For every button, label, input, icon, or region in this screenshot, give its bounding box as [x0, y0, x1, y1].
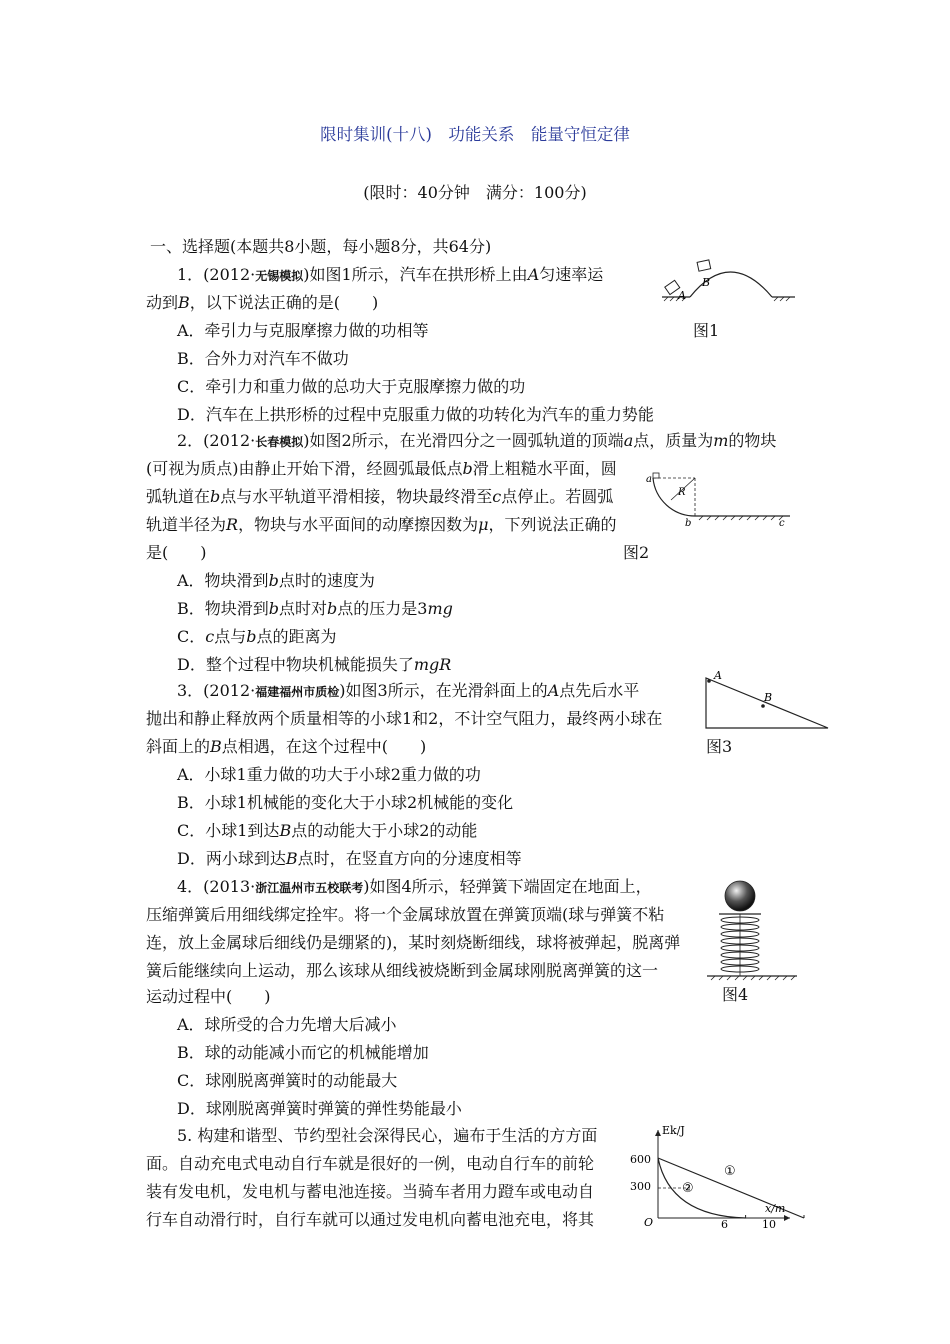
x-axis-label: x/m	[765, 1202, 786, 1215]
q3-option-a: A．小球1重力做的功大于小球2重力做的功	[177, 765, 481, 784]
q4-option-b: B．球的动能减小而它的机械能增加	[177, 1043, 429, 1062]
curve-1-label: ①	[724, 1164, 736, 1179]
q2-option-c: C．c点与b点的距离为	[177, 627, 337, 646]
q4-option-d: D．球刚脱离弹簧时弹簧的弹性势能最小	[177, 1099, 462, 1118]
y-tick-600: 600	[630, 1153, 651, 1166]
figure-3-caption: 图3	[706, 737, 733, 756]
section-heading: 一、选择题(本题共8小题，每小题8分，共64分)	[150, 237, 492, 256]
q4-stem-line3: 连，放上金属球后细线仍是绷紧的)，某时刻烧断细线，球将被弹起，脱离弹	[146, 933, 681, 952]
q2-stem-line2: (可视为质点)由静止开始下滑，经圆弧最低点b滑上粗糙水平面，圆	[146, 459, 617, 478]
q4-stem-line5: 运动过程中( )	[146, 987, 271, 1006]
fig2-label-b: b	[685, 518, 692, 529]
q3-option-b: B．小球1机械能的变化大于小球2机械能的变化	[177, 793, 514, 812]
x-tick-10: 10	[762, 1218, 776, 1231]
q3-stem-line3: 斜面上的B点相遇，在这个过程中( )	[146, 737, 427, 756]
q5-stem-line1: 5. 构建和谐型、节约型社会深得民心，遍布于生活的方方面	[177, 1126, 598, 1145]
q2-option-a: A．物块滑到b点时的速度为	[177, 571, 375, 590]
y-axis-label: Ek/J	[662, 1124, 685, 1137]
fig3-label-a: A	[714, 669, 722, 682]
q1-option-b: B．合外力对汽车不做功	[177, 349, 349, 368]
fig2-label-a: a	[646, 474, 652, 485]
q3-option-c: C．小球1到达B点的动能大于小球2的动能	[177, 821, 478, 840]
q2-option-b: B．物块滑到b点时对b点的压力是3mg	[177, 599, 453, 618]
page-title: 限时集训(十八) 功能关系 能量守恒定律	[320, 125, 630, 144]
q5-ek-x-graph	[620, 1122, 795, 1230]
figure-4-caption: 图4	[722, 985, 749, 1004]
figure-3-incline	[700, 668, 835, 733]
q5-stem-line3: 装有发电机，发电机与蓄电池连接。当骑车者用力蹬车或电动自	[146, 1182, 595, 1201]
q3-stem-line1: 3．(2012·福建福州市质检)如图3所示，在光滑斜面上的A点先后水平	[177, 681, 640, 700]
q2-stem-line3: 弧轨道在b点与水平轨道平滑相接，物块最终滑至c点停止。若圆弧	[146, 487, 614, 506]
q1-source: 无锡模拟	[255, 269, 304, 283]
origin-label: O	[644, 1216, 654, 1229]
fig1-label-b: B	[702, 276, 711, 289]
figure-1-arch-bridge	[660, 255, 800, 310]
q4-stem-line2: 压缩弹簧后用细线绑定拴牢。将一个金属球放置在弹簧顶端(球与弹簧不粘	[146, 905, 665, 924]
q2-stem-line5: 是( )	[146, 543, 207, 562]
q2-stem-line4: 轨道半径为R，物块与水平面间的动摩擦因数为μ，下列说法正确的	[146, 515, 617, 534]
y-tick-300: 300	[630, 1180, 651, 1193]
fig2-label-r: R	[678, 487, 686, 498]
figure-4-spring-ball	[705, 876, 805, 986]
q4-option-c: C．球刚脱离弹簧时的动能最大	[177, 1071, 398, 1090]
q4-stem-line1: 4．(2013·浙江温州市五校联考)如图4所示，轻弹簧下端固定在地面上，	[177, 877, 652, 896]
fig1-label-a: A	[678, 289, 686, 302]
fig2-label-c: c	[779, 518, 785, 529]
q4-option-a: A．球所受的合力先增大后减小	[177, 1015, 397, 1034]
figure-1-caption: 图1	[693, 321, 720, 340]
figure-2-caption: 图2	[623, 543, 650, 562]
q5-stem-line2: 面。自动充电式电动自行车就是很好的一例，电动自行车的前轮	[146, 1154, 595, 1173]
q1-option-c: C．牵引力和重力做的总功大于克服摩擦力做的功	[177, 377, 526, 396]
q3-stem-line2: 抛出和静止释放两个质量相等的小球1和2，不计空气阻力，最终两小球在	[146, 709, 663, 728]
q4-stem-line4: 簧后能继续向上运动，那么该球从细线被烧断到金属球刚脱离弹簧的这一	[146, 961, 659, 980]
q1-option-d: D．汽车在上拱形桥的过程中克服重力做的功转化为汽车的重力势能	[177, 405, 654, 424]
fig3-label-b: B	[764, 691, 773, 704]
q1-stem-line2: 动到B，以下说法正确的是( )	[146, 293, 379, 312]
curve-2-label: ②	[682, 1181, 694, 1196]
page-subtitle: (限时：40分钟 满分：100分)	[363, 183, 587, 202]
x-tick-6: 6	[721, 1218, 728, 1231]
q2-stem-line1: 2．(2012·长春模拟)如图2所示，在光滑四分之一圆弧轨道的顶端a点，质量为m的物块	[177, 431, 777, 450]
q1-stem-line1: 1．(2012·无锡模拟)如图1所示，汽车在拱形桥上由A匀速率运	[177, 265, 604, 284]
q5-stem-line4: 行车自动滑行时，自行车就可以通过发电机向蓄电池充电，将其	[146, 1210, 595, 1229]
figure-2-quarter-arc-track	[645, 470, 795, 530]
q2-option-d: D．整个过程中物块机械能损失了mgR	[177, 655, 452, 674]
q1-option-a: A．牵引力与克服摩擦力做的功相等	[177, 321, 429, 340]
q3-option-d: D．两小球到达B点时，在竖直方向的分速度相等	[177, 849, 522, 868]
